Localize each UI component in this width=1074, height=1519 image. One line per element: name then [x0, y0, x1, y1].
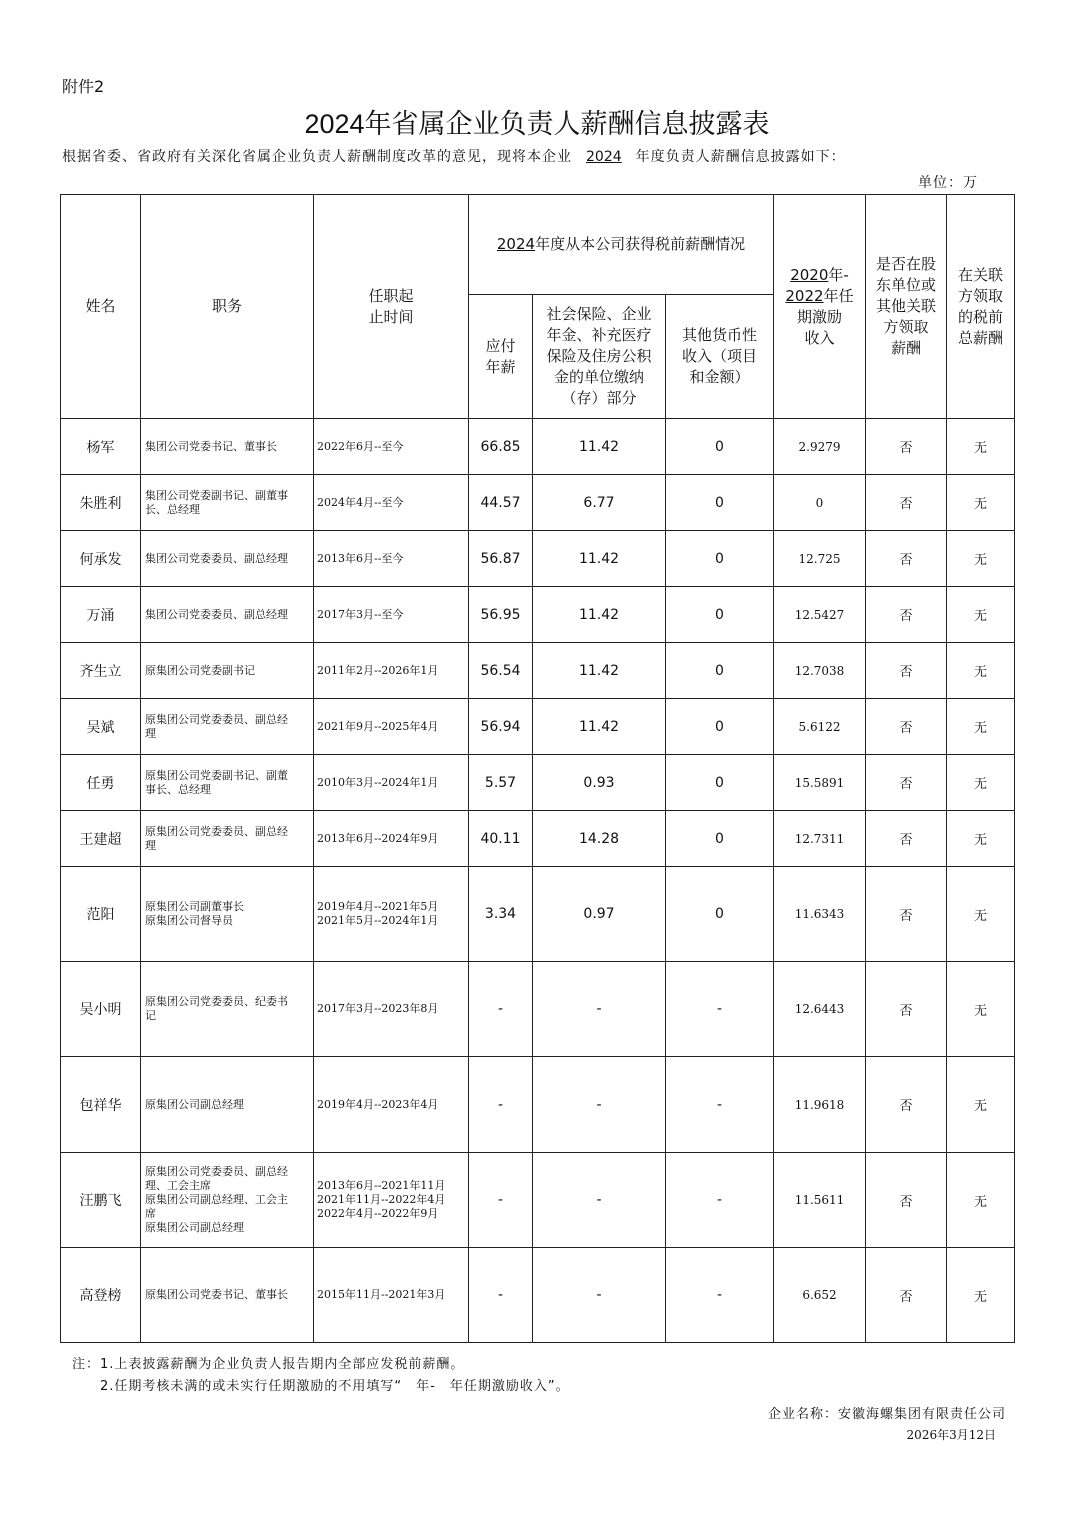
cell-position-line: 原集团公司党委委员、副总经 — [145, 1165, 288, 1178]
table-body — [61, 419, 1015, 1343]
cell-incentive: 6.652 — [774, 1248, 866, 1343]
header-related-pay — [947, 195, 1015, 419]
cell-term — [314, 811, 469, 867]
table-row — [61, 755, 1015, 811]
cell-salary: 56.94 — [469, 699, 533, 755]
cell-insurance: - — [533, 962, 666, 1057]
header-insurance-line: 社会保险、企业 — [546, 305, 652, 323]
cell-other-income: 0 — [666, 755, 774, 811]
cell-insurance: 14.28 — [533, 811, 666, 867]
cell-related-pay: 无 — [947, 1153, 1015, 1248]
header-related-pay-line: 方领取 — [957, 286, 1003, 305]
cell-name: 杨军 — [61, 419, 141, 475]
cell-incentive: 11.9618 — [774, 1057, 866, 1153]
cell-other-income: 0 — [666, 587, 774, 643]
cell-position-line: 原集团公司党委副书记、副董 — [145, 768, 288, 782]
cell-term-line: 2022年4月--2022年9月 — [317, 1207, 439, 1220]
cell-related-pay: 无 — [947, 475, 1015, 531]
header-annual-salary — [469, 295, 533, 419]
cell-insurance: 11.42 — [533, 699, 666, 755]
cell-position-line: 理、工会主席 — [145, 1179, 211, 1192]
cell-incentive: 12.7038 — [774, 643, 866, 699]
cell-position-line: 理 — [145, 726, 156, 740]
cell-related-pay: 无 — [947, 867, 1015, 962]
cell-related-flag: 否 — [866, 587, 947, 643]
header-related-pay-line: 的税前 — [957, 307, 1003, 326]
cell-insurance: - — [533, 1248, 666, 1343]
cell-position-line: 事长、总经理 — [145, 782, 211, 796]
cell-salary: 44.57 — [469, 475, 533, 531]
header-related-pay-line: 总薪酬 — [957, 328, 1003, 347]
attachment-label: 附件2 — [62, 77, 105, 96]
header-insurance-line: 金的单位缴纳 — [553, 368, 644, 386]
header-incentive-y2: 2022 — [785, 286, 824, 305]
cell-position-line: 理 — [145, 838, 156, 852]
cell-related-flag: 否 — [866, 811, 947, 867]
cell-term-line: 2017年3月--2023年8月 — [317, 1002, 439, 1015]
cell-related-pay: 无 — [947, 531, 1015, 587]
header-term — [314, 195, 469, 419]
cell-salary: - — [469, 1248, 533, 1343]
cell-other-income: 0 — [666, 867, 774, 962]
cell-position-line: 席 — [145, 1207, 156, 1220]
cell-term-line: 2015年11月--2021年3月 — [317, 1288, 446, 1301]
cell-related-pay: 无 — [947, 699, 1015, 755]
intro-after: 年度负责人薪酬信息披露如下： — [635, 149, 846, 165]
cell-related-flag: 否 — [866, 1057, 947, 1153]
header-incentive — [774, 195, 866, 419]
table-row — [61, 1153, 1015, 1248]
cell-salary: 40.11 — [469, 811, 533, 867]
cell-related-pay: 无 — [947, 1248, 1015, 1343]
header-incentive-line: 期激励 — [796, 307, 842, 326]
notes — [72, 1354, 570, 1398]
cell-salary: - — [469, 1153, 533, 1248]
cell-position — [141, 1248, 314, 1343]
cell-name: 任勇 — [61, 755, 141, 811]
cell-incentive: 12.7311 — [774, 811, 866, 867]
header-flag-line: 薪酬 — [890, 339, 921, 357]
header-group-rest: 年度从本公司获得税前薪酬情况 — [535, 235, 746, 253]
cell-salary: 5.57 — [469, 755, 533, 811]
table-row — [61, 475, 1015, 531]
cell-related-pay: 无 — [947, 811, 1015, 867]
cell-term-line: 2021年5月--2024年1月 — [317, 914, 439, 927]
cell-position — [141, 755, 314, 811]
cell-term-line: 2011年2月--2026年1月 — [317, 663, 439, 677]
cell-position — [141, 699, 314, 755]
cell-insurance: 11.42 — [533, 419, 666, 475]
cell-term — [314, 699, 469, 755]
cell-position-line: 原集团公司党委委员、副总经 — [145, 824, 288, 838]
cell-position-line: 集团公司党委书记、董事长 — [145, 439, 277, 453]
header-related-pay-line: 在关联 — [957, 265, 1003, 284]
cell-term — [314, 531, 469, 587]
cell-insurance: 0.93 — [533, 755, 666, 811]
cell-name: 范阳 — [61, 867, 141, 962]
cell-position-line: 原集团公司党委委员、纪委书 — [145, 995, 288, 1008]
table-row — [61, 643, 1015, 699]
cell-position — [141, 419, 314, 475]
cell-position — [141, 1057, 314, 1153]
salary-table — [60, 194, 1015, 1343]
cell-name: 朱胜利 — [61, 475, 141, 531]
cell-position-line: 原集团公司党委书记、董事长 — [145, 1288, 288, 1301]
cell-term — [314, 1057, 469, 1153]
cell-incentive: 12.5427 — [774, 587, 866, 643]
cell-salary: - — [469, 1057, 533, 1153]
cell-term-line: 2017年3月--至今 — [317, 607, 404, 621]
cell-position-line: 原集团公司党委委员、副总经 — [145, 712, 288, 726]
cell-term-line: 2019年4月--2023年4月 — [317, 1097, 439, 1111]
cell-related-flag: 否 — [866, 419, 947, 475]
cell-other-income: 0 — [666, 811, 774, 867]
cell-term — [314, 1248, 469, 1343]
company-name: 企业名称：安徽海螺集团有限责任公司 — [767, 1407, 1006, 1422]
table-row — [61, 699, 1015, 755]
cell-other-income: 0 — [666, 699, 774, 755]
cell-incentive: 12.6443 — [774, 962, 866, 1057]
cell-position-line: 原集团公司副总经理 — [145, 1221, 244, 1234]
page-title: 2024年省属企业负责人薪酬信息披露表 — [304, 109, 770, 139]
cell-related-pay: 无 — [947, 643, 1015, 699]
header-other-line: 收入（项目 — [681, 347, 757, 365]
cell-term — [314, 1153, 469, 1248]
cell-position-line: 记 — [145, 1009, 156, 1022]
cell-term-line: 2022年6月--至今 — [317, 439, 404, 453]
cell-incentive: 5.6122 — [774, 699, 866, 755]
cell-position — [141, 1153, 314, 1248]
header-other-income — [666, 295, 774, 419]
cell-term — [314, 643, 469, 699]
cell-other-income: 0 — [666, 419, 774, 475]
cell-salary: - — [469, 962, 533, 1057]
cell-term — [314, 475, 469, 531]
table-row — [61, 1248, 1015, 1343]
header-insurance-line: 年金、补充医疗 — [546, 326, 652, 344]
cell-position-line: 原集团公司副总经理、工会主 — [145, 1193, 288, 1206]
cell-term — [314, 755, 469, 811]
header-insurance-line: 保险及住房公积 — [546, 347, 652, 365]
cell-salary: 56.54 — [469, 643, 533, 699]
cell-position-line: 集团公司党委委员、副总经理 — [145, 551, 288, 565]
cell-insurance: 0.97 — [533, 867, 666, 962]
header-salary-line: 年薪 — [485, 357, 516, 376]
table-row — [61, 811, 1015, 867]
header-term-line: 止时间 — [368, 307, 414, 326]
cell-related-pay: 无 — [947, 962, 1015, 1057]
cell-position-line: 原集团公司副董事长 — [145, 900, 244, 913]
cell-position-line: 长、总经理 — [145, 502, 200, 516]
cell-related-pay: 无 — [947, 419, 1015, 475]
header-related-flag — [866, 195, 947, 419]
table-row — [61, 587, 1015, 643]
table-row — [61, 419, 1015, 475]
cell-other-income: - — [666, 962, 774, 1057]
cell-related-pay: 无 — [947, 755, 1015, 811]
intro-text — [62, 146, 846, 166]
header-flag-line: 其他关联 — [875, 297, 936, 315]
cell-related-flag: 否 — [866, 699, 947, 755]
cell-position — [141, 531, 314, 587]
header-insurance — [533, 295, 666, 419]
cell-insurance: 11.42 — [533, 587, 666, 643]
header-group-year: 2024 — [496, 235, 536, 253]
cell-related-flag: 否 — [866, 475, 947, 531]
cell-related-flag: 否 — [866, 1153, 947, 1248]
cell-other-income: 0 — [666, 643, 774, 699]
cell-other-income: 0 — [666, 531, 774, 587]
header-flag-line: 方领取 — [883, 318, 929, 336]
cell-salary: 3.34 — [469, 867, 533, 962]
header-other-line: 和金额） — [689, 368, 750, 386]
cell-name: 高登榜 — [61, 1248, 141, 1343]
cell-term-line: 2024年4月--至今 — [317, 495, 404, 509]
unit-label: 单位：万 — [918, 175, 978, 191]
cell-position-line: 集团公司党委委员、副总经理 — [145, 607, 288, 621]
header-salary-group — [469, 195, 774, 295]
cell-term — [314, 587, 469, 643]
header-incentive-line: 收入 — [804, 328, 835, 347]
header-incentive-y1: 2020 — [790, 265, 829, 284]
cell-related-pay: 无 — [947, 587, 1015, 643]
report-date: 2026年3月12日 — [906, 1428, 996, 1442]
table-row — [61, 1057, 1015, 1153]
table-row — [61, 531, 1015, 587]
cell-term — [314, 962, 469, 1057]
cell-position — [141, 867, 314, 962]
header-other-line: 其他货币性 — [681, 326, 757, 344]
cell-related-flag: 否 — [866, 531, 947, 587]
table-row — [61, 867, 1015, 962]
cell-related-flag: 否 — [866, 755, 947, 811]
cell-incentive: 12.725 — [774, 531, 866, 587]
cell-name: 吴小明 — [61, 962, 141, 1057]
cell-term-line: 2019年4月--2021年5月 — [317, 900, 439, 913]
cell-position — [141, 587, 314, 643]
note-2: 2.任期考核未满的或未实行任期激励的不用填写“ 年- 年任期激励收入”。 — [100, 1379, 570, 1394]
header-insurance-line: （存）部分 — [561, 389, 637, 407]
cell-position — [141, 811, 314, 867]
table-row — [61, 962, 1015, 1057]
header-incentive-mid: 年- — [828, 265, 849, 284]
cell-incentive: 2.9279 — [774, 419, 866, 475]
cell-name: 汪鹏飞 — [61, 1153, 141, 1248]
cell-name: 何承发 — [61, 531, 141, 587]
cell-incentive: 15.5891 — [774, 755, 866, 811]
cell-term-line: 2021年9月--2025年4月 — [317, 719, 439, 733]
header-name: 姓名 — [61, 195, 141, 419]
cell-related-flag: 否 — [866, 962, 947, 1057]
cell-term-line: 2013年6月--2021年11月 — [317, 1179, 446, 1192]
cell-position — [141, 643, 314, 699]
cell-related-flag: 否 — [866, 643, 947, 699]
cell-name: 王建超 — [61, 811, 141, 867]
cell-term — [314, 867, 469, 962]
cell-insurance: - — [533, 1057, 666, 1153]
cell-other-income: - — [666, 1153, 774, 1248]
cell-insurance: 11.42 — [533, 531, 666, 587]
header-position: 职务 — [141, 195, 314, 419]
header-salary-line: 应付 — [485, 336, 516, 355]
intro-before: 根据省委、省政府有关深化省属企业负责人薪酬制度改革的意见，现将本企业 — [62, 149, 572, 165]
cell-salary: 66.85 — [469, 419, 533, 475]
cell-related-flag: 否 — [866, 1248, 947, 1343]
cell-term-line: 2010年3月--2024年1月 — [317, 775, 439, 789]
cell-term-line: 2021年11月--2022年4月 — [317, 1193, 446, 1206]
cell-salary: 56.87 — [469, 531, 533, 587]
header-flag-line: 是否在股 — [875, 255, 936, 273]
cell-other-income: 0 — [666, 475, 774, 531]
header-term-line: 任职起 — [368, 286, 414, 305]
cell-position-line: 原集团公司督导员 — [145, 914, 233, 927]
cell-name: 包祥华 — [61, 1057, 141, 1153]
cell-related-flag: 否 — [866, 867, 947, 962]
cell-position-line: 原集团公司副总经理 — [145, 1097, 244, 1111]
cell-term-line: 2013年6月--2024年9月 — [317, 831, 439, 845]
cell-term-line: 2013年6月--至今 — [317, 551, 404, 565]
cell-incentive: 11.6343 — [774, 867, 866, 962]
cell-position — [141, 962, 314, 1057]
header-incentive-rest: 年任 — [823, 286, 854, 305]
intro-year: 2024 — [586, 149, 622, 165]
cell-insurance: 6.77 — [533, 475, 666, 531]
cell-salary: 56.95 — [469, 587, 533, 643]
note-1: 注：1.上表披露薪酬为企业负责人报告期内全部应发税前薪酬。 — [72, 1357, 465, 1372]
cell-name: 齐生立 — [61, 643, 141, 699]
cell-other-income: - — [666, 1057, 774, 1153]
cell-term — [314, 419, 469, 475]
cell-insurance: 11.42 — [533, 643, 666, 699]
cell-position-line: 原集团公司党委副书记 — [145, 663, 255, 677]
cell-position-line: 集团公司党委副书记、副董事 — [145, 488, 288, 502]
cell-position — [141, 475, 314, 531]
cell-insurance: - — [533, 1153, 666, 1248]
cell-incentive: 0 — [774, 475, 866, 531]
cell-other-income: - — [666, 1248, 774, 1343]
cell-name: 万涌 — [61, 587, 141, 643]
cell-related-pay: 无 — [947, 1057, 1015, 1153]
cell-incentive: 11.5611 — [774, 1153, 866, 1248]
cell-name: 吴斌 — [61, 699, 141, 755]
header-flag-line: 东单位或 — [875, 276, 936, 294]
